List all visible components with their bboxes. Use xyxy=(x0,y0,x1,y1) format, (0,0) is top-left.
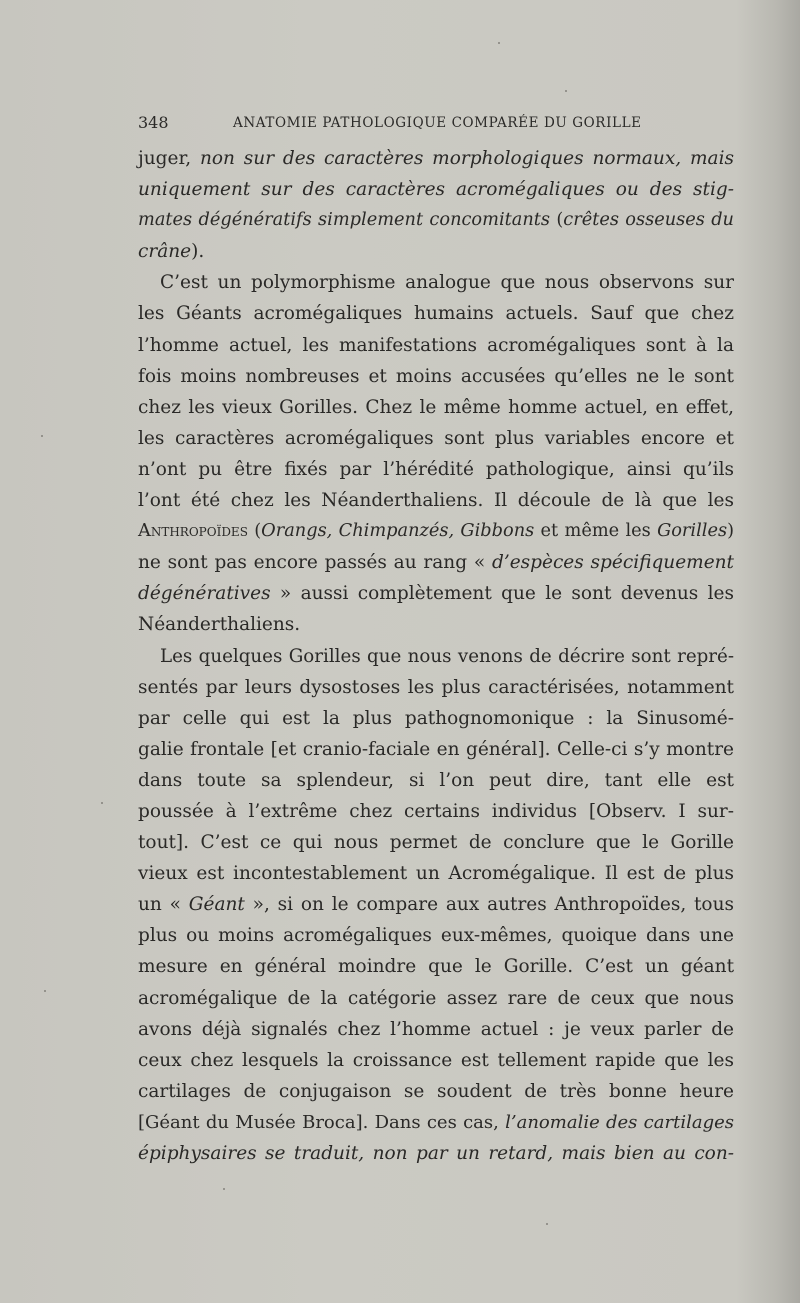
italic-span: mates dégénératifs simplement concomitants xyxy=(138,210,551,231)
text-span: avons déjà signalés chez l’homme actuel : je veux parler de xyxy=(138,1018,734,1040)
text-line xyxy=(138,920,734,951)
text-line xyxy=(138,392,734,423)
text-line xyxy=(138,1045,734,1076)
text-line xyxy=(138,609,734,640)
text-line xyxy=(138,236,734,267)
text-line xyxy=(138,1076,734,1107)
text-line xyxy=(138,889,734,920)
text-line xyxy=(138,827,734,858)
text-span: n’ont pu être fixés par l’hérédité pathologique, ainsi qu’ils xyxy=(138,458,734,480)
paper-speck xyxy=(44,990,46,992)
text-span: Les quelques Gorilles que nous venons de décrire sont repré- xyxy=(160,645,734,667)
text-line xyxy=(138,547,734,578)
text-line xyxy=(138,174,734,205)
text-line xyxy=(138,703,734,734)
italic-span: crêtes osseuses du xyxy=(563,210,734,231)
text-span: par celle qui est la plus pathognomonique : la Sinusomé- xyxy=(138,707,734,729)
text-line xyxy=(138,1138,734,1169)
text-span: », si on le compare aux autres Anthropoïdes, tous xyxy=(244,894,734,916)
text-span: acromégalique de la catégorie assez rare de ceux que nous xyxy=(138,987,734,1009)
text-span: et même les xyxy=(534,521,658,542)
italic-span: dégénératives xyxy=(138,583,271,605)
text-line xyxy=(138,796,734,827)
text-line xyxy=(138,1107,734,1138)
italic-span: uniquement sur des caractères acromégaliques ou des stig- xyxy=(138,179,734,201)
italic-span: Géant xyxy=(188,894,245,916)
text-span: galie frontale [et cranio-faciale en général]. Celle-ci s’y montre xyxy=(138,738,734,760)
text-line xyxy=(138,330,734,361)
text-line xyxy=(138,361,734,392)
paragraph-start-line xyxy=(138,641,734,672)
text-span: fois moins nombreuses et moins accusées qu’elles ne le sont xyxy=(138,365,734,387)
text-line xyxy=(138,734,734,765)
paper-speck xyxy=(101,802,103,804)
text-span: ). xyxy=(191,241,205,263)
small-caps-span: Anthropoïdes xyxy=(138,521,248,542)
text-line xyxy=(138,298,734,329)
running-title: ANATOMIE PATHOLOGIQUE COMPARÉE DU GORILLE xyxy=(233,115,642,131)
text-span: un « xyxy=(138,894,189,916)
text-span: Néanderthaliens. xyxy=(138,614,301,636)
page-header xyxy=(138,113,734,137)
text-line xyxy=(138,485,734,516)
page-number: 348 xyxy=(138,113,169,132)
text-span: sentés par leurs dysostoses les plus caractérisées, notamment xyxy=(138,676,734,698)
paper-speck xyxy=(565,90,567,92)
text-line xyxy=(138,983,734,1014)
body-text xyxy=(138,143,734,1169)
text-line xyxy=(138,1014,734,1045)
text-span: juger, xyxy=(138,148,200,169)
text-line xyxy=(138,765,734,796)
text-span: » aussi complètement que le sont devenus les xyxy=(270,583,734,605)
text-line xyxy=(138,423,734,454)
text-span: [Géant du Musée Broca]. Dans ces cas, xyxy=(138,1111,506,1133)
italic-span: Gorilles xyxy=(657,521,728,542)
text-line xyxy=(138,578,734,609)
text-span: C’est un polymorphisme analogue que nous observons sur xyxy=(160,272,734,294)
text-span: ( xyxy=(247,521,262,542)
paper-speck xyxy=(41,435,43,437)
text-line xyxy=(138,858,734,889)
text-span: ceux chez lesquels la croissance est tellement rapide que les xyxy=(138,1049,734,1071)
text-span: plus ou moins acromégaliques eux-mêmes, quoique dans une xyxy=(138,925,734,947)
text-span: chez les vieux Gorilles. Chez le même homme actuel, en effet, xyxy=(138,396,734,418)
text-span: les Géants acromégaliques humains actuels. Sauf que chez xyxy=(138,303,734,325)
text-line xyxy=(138,672,734,703)
italic-span: l’anomalie des cartilages xyxy=(505,1111,734,1133)
paper-speck xyxy=(546,1223,548,1225)
text-span: ) xyxy=(727,521,734,542)
text-line xyxy=(138,205,734,236)
text-span: vieux est incontestablement un Acromégalique. Il est de plus xyxy=(138,863,734,885)
text-span: ( xyxy=(550,210,564,231)
text-span: l’homme actuel, les manifestations acromégaliques sont à la xyxy=(138,334,734,356)
paper-speck xyxy=(498,42,500,44)
text-line xyxy=(138,143,734,174)
italic-span: Orangs, Chimpanzés, Gibbons xyxy=(261,521,535,542)
paragraph-start-line xyxy=(138,267,734,298)
text-span: tout]. C’est ce qui nous permet de conclure que le Gorille xyxy=(138,832,734,854)
text-span: les caractères acromégaliques sont plus variables encore et xyxy=(138,427,734,449)
text-span: dans toute sa splendeur, si l’on peut dire, tant elle est xyxy=(138,769,734,791)
italic-span: d’espèces spécifiquement xyxy=(491,552,734,574)
italic-span: épiphysaires se traduit, non par un retard, mais bien au con- xyxy=(138,1143,734,1164)
text-line xyxy=(138,951,734,982)
text-line xyxy=(138,516,734,547)
text-span: mesure en général moindre que le Gorille. C’est un géant xyxy=(138,956,734,978)
italic-span: crâne xyxy=(138,241,192,263)
text-span: cartilages de conjugaison se soudent de très bonne heure xyxy=(138,1080,734,1102)
text-span: l’ont été chez les Néanderthaliens. Il découle de là que les xyxy=(138,490,734,512)
paper-speck xyxy=(223,1188,225,1190)
italic-span: non sur des caractères morphologiques normaux, mais xyxy=(199,148,734,169)
text-span: ne sont pas encore passés au rang « xyxy=(138,552,492,574)
text-line xyxy=(138,454,734,485)
text-span: poussée à l’extrême chez certains individus [Observ. I sur- xyxy=(138,800,734,822)
